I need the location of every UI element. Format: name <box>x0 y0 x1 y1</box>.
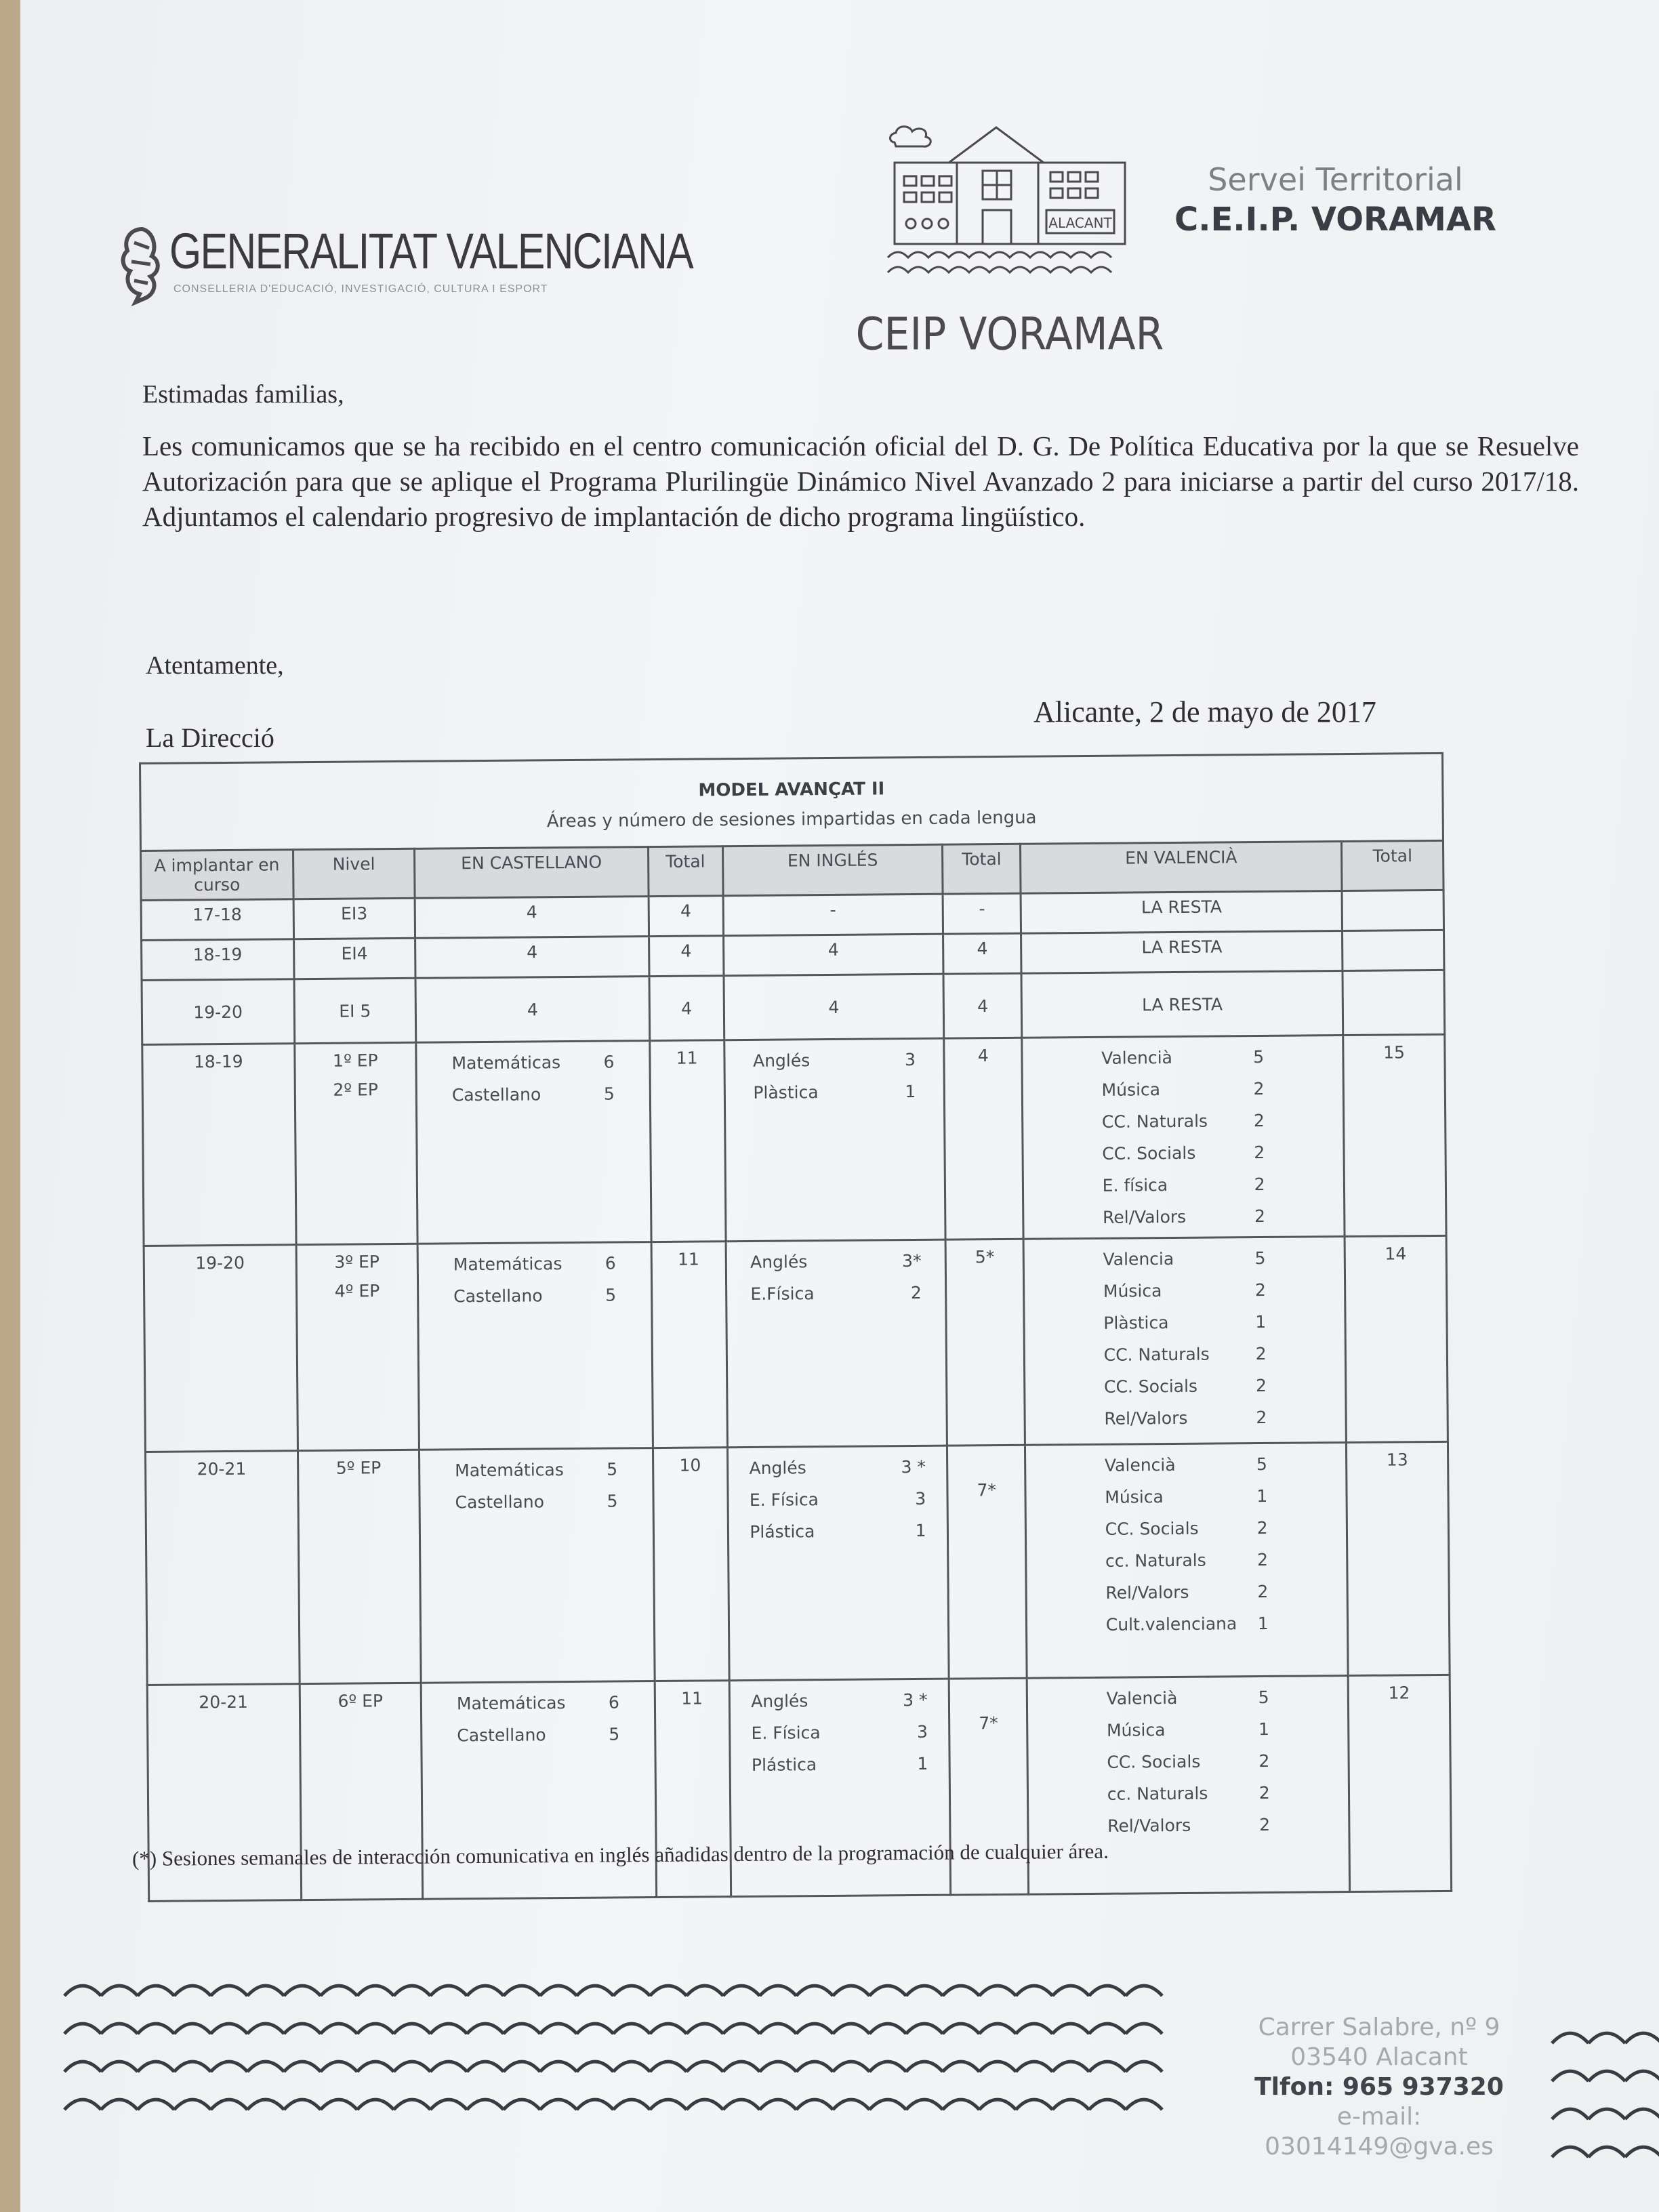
nivel-line: 4º EP <box>334 1281 380 1301</box>
nivel-line: 6º EP <box>337 1691 384 1711</box>
cell-ingles: - <box>723 894 943 936</box>
subject-sessions: 2 <box>1254 1279 1266 1300</box>
subject-sessions: 2 <box>1256 1549 1269 1570</box>
subject-line <box>1102 1136 1265 1170</box>
school-contact <box>1220 2013 1538 2162</box>
subject-name: Valencia <box>1103 1249 1174 1269</box>
subject-line <box>749 1451 926 1484</box>
cell-total-ingles: 4 <box>944 1038 1023 1240</box>
cell-castellano <box>417 1242 653 1450</box>
subject-line <box>1105 1448 1267 1481</box>
subject-line <box>1105 1544 1268 1577</box>
cell-total-castellano: 4 <box>649 896 723 937</box>
table-row <box>144 1235 1448 1452</box>
subject-name: Música <box>1101 1080 1161 1100</box>
cell-valencia: LA RESTA <box>1021 931 1343 974</box>
subject-sessions: 2 <box>1254 1142 1265 1163</box>
cell-ingles: 4 <box>724 974 944 1040</box>
subject-name: Castellano <box>455 1492 545 1513</box>
subject-sessions: 1 <box>917 1753 928 1774</box>
cell-total-ingles: 4 <box>943 933 1021 974</box>
subject-sessions: 2 <box>910 1282 922 1303</box>
cell-total-ingles: 7* <box>947 1445 1027 1679</box>
cell-total-valencia: 13 <box>1347 1441 1450 1675</box>
school-city-label: ALACANT <box>1048 215 1112 231</box>
subject-name: cc. Naturals <box>1105 1550 1206 1571</box>
table-title-cell <box>140 753 1443 851</box>
generalitat-emblem-icon <box>115 224 169 305</box>
letter-body: Les comunicamos que se ha recibido en el centro comunicación oficial del D. G. De Política Educativa por la que se Resuelve Autorización para que se aplique el Programa Plurilingüe Dinámico Nivel Avanzado 2 para iniciarse a partir del curso 2017/18. Adjuntamos el calendario progresivo de implantación de dicho programa lingüístico. <box>142 430 1579 532</box>
table-subtitle: Áreas y número de sesiones impartidas en cada lengua <box>546 807 1037 832</box>
subject-name: Anglés <box>749 1458 806 1478</box>
cell-valencia: LA RESTA <box>1021 891 1342 934</box>
cell-castellano: 4 <box>415 937 649 979</box>
address-line2: 03540 Alacant <box>1290 2043 1468 2071</box>
subject-name: Música <box>1105 1487 1164 1507</box>
header-curso: A implantar en curso <box>141 850 293 901</box>
subject-sessions: 2 <box>1259 1814 1271 1835</box>
subject-name: Rel/Valors <box>1102 1206 1187 1227</box>
subject-line <box>750 1277 922 1310</box>
header-valencia: EN VALENCIÀ <box>1021 842 1343 894</box>
cell-total-ingles: 4 <box>943 973 1022 1038</box>
subject-sessions: 2 <box>1255 1343 1267 1364</box>
cell-total-valencia: 12 <box>1348 1675 1451 1891</box>
subject-line <box>457 1686 619 1719</box>
subject-name: Castellano <box>451 1084 541 1105</box>
phone: Tlfon: 965 937320 <box>1254 2073 1504 2101</box>
cell-castellano <box>419 1448 655 1683</box>
subject-line <box>751 1716 928 1749</box>
subject-sessions: 1 <box>1258 1719 1270 1740</box>
table-row <box>145 1441 1450 1685</box>
cell-curso: 20-21 <box>145 1451 299 1685</box>
subject-sessions: 2 <box>1257 1581 1269 1602</box>
header-castellano: EN CASTELLANO <box>415 847 649 899</box>
address-line1: Carrer Salabre, nº 9 <box>1258 2013 1500 2041</box>
subject-line <box>455 1485 617 1518</box>
subject-name: Plàstica <box>753 1082 819 1103</box>
subject-line <box>1105 1512 1268 1545</box>
subject-name: Valencià <box>1101 1048 1173 1068</box>
subject-sessions: 3 <box>916 1721 928 1742</box>
subject-name: Matemáticas <box>456 1693 566 1714</box>
email: e-mail: 03014149@gva.es <box>1265 2103 1494 2160</box>
subject-line <box>451 1046 614 1080</box>
header-ingles: EN INGLÉS <box>722 844 943 896</box>
subject-line <box>1101 1073 1264 1106</box>
cell-total-ingles: 7* <box>949 1678 1029 1895</box>
subject-line <box>1103 1242 1265 1275</box>
cell-valencia: LA RESTA <box>1021 971 1343 1038</box>
subject-sessions: 2 <box>1254 1174 1265 1195</box>
cell-curso: 17-18 <box>141 899 293 941</box>
table-row <box>142 970 1445 1044</box>
cell-valencia <box>1023 1237 1346 1446</box>
subject-name: Matemáticas <box>455 1460 564 1481</box>
subject-sessions: 2 <box>1253 1110 1265 1131</box>
school-name-label: CEIP VORAMAR <box>855 307 1164 361</box>
subject-sessions: 5 <box>609 1724 620 1744</box>
letter-date: Alicante, 2 de mayo de 2017 <box>1033 695 1376 729</box>
subject-sessions: 5 <box>603 1084 615 1104</box>
subject-line <box>453 1279 616 1312</box>
subject-name: Música <box>1103 1281 1162 1301</box>
cell-curso: 18-19 <box>142 1044 296 1246</box>
generalitat-name: GENERALITAT VALENCIANA <box>169 223 693 279</box>
nivel-line: 2º EP <box>333 1080 379 1100</box>
cell-valencia <box>1025 1443 1349 1679</box>
subject-name: Valencià <box>1106 1688 1178 1708</box>
generalitat-logo <box>115 217 693 319</box>
subject-name: Música <box>1106 1720 1166 1740</box>
conselleria-name: CONSELLERIA D'EDUCACIÓ, INVESTIGACIÓ, CULTURA I ESPORT <box>173 283 548 295</box>
subject-line <box>752 1748 928 1781</box>
wave-decoration-icon <box>64 1969 1189 2158</box>
subject-line <box>1104 1401 1267 1435</box>
cell-total-castellano: 10 <box>653 1448 729 1681</box>
subject-line <box>751 1684 928 1717</box>
subject-line <box>452 1078 615 1111</box>
subject-name: CC. Socials <box>1103 1376 1198 1397</box>
subject-name: CC. Socials <box>1107 1751 1201 1772</box>
header-total-castellano: Total <box>648 846 722 897</box>
table-title: MODEL AVANÇAT II <box>698 779 885 801</box>
cell-total-castellano: 4 <box>649 936 723 977</box>
ceip-voramar-logo <box>855 122 1164 361</box>
header-nivel: Nivel <box>293 848 415 899</box>
subject-sessions: 1 <box>915 1520 926 1541</box>
wave-decoration-right-icon <box>1552 2016 1659 2179</box>
nivel-line: 3º EP <box>334 1252 380 1272</box>
subject-name: Plástica <box>750 1521 815 1542</box>
subject-line <box>750 1483 926 1516</box>
cell-total-valencia <box>1342 890 1443 930</box>
signature: La Direcció <box>146 722 274 753</box>
subject-name: E. física <box>1102 1175 1168 1195</box>
cell-castellano <box>416 1041 651 1244</box>
greeting: Estimadas familias, <box>142 380 344 409</box>
cell-nivel <box>298 1450 421 1683</box>
header-total-ingles: Total <box>943 844 1021 894</box>
cell-total-valencia <box>1343 970 1444 1035</box>
cell-curso: 20-21 <box>147 1684 301 1902</box>
subject-name: CC. Naturals <box>1101 1111 1208 1132</box>
subject-sessions: 3* <box>901 1250 922 1271</box>
nivel-line: 5º EP <box>335 1458 382 1478</box>
cell-castellano: 4 <box>415 977 649 1043</box>
subject-sessions: 3 * <box>901 1456 926 1477</box>
servei-line2: C.E.I.P. VORAMAR <box>1174 201 1496 239</box>
subject-name: Plàstica <box>1103 1313 1169 1333</box>
subject-sessions: 2 <box>1256 1517 1268 1538</box>
subject-name: CC. Naturals <box>1103 1344 1210 1365</box>
subject-name: Matemáticas <box>453 1254 562 1275</box>
subject-line <box>1105 1576 1268 1609</box>
subject-sessions: 5 <box>607 1459 618 1479</box>
subject-sessions: 2 <box>1258 1782 1270 1803</box>
subject-line <box>1105 1480 1267 1513</box>
subject-sessions: 1 <box>905 1082 916 1102</box>
subject-line <box>453 1247 616 1280</box>
subject-line <box>753 1044 916 1077</box>
nivel-line: 1º EP <box>332 1050 378 1071</box>
cell-total-ingles: - <box>943 893 1021 934</box>
subject-line <box>1107 1809 1270 1842</box>
cell-ingles: 4 <box>723 934 943 976</box>
cell-total-castellano: 4 <box>649 976 724 1041</box>
cell-nivel <box>294 1042 417 1244</box>
cell-curso: 19-20 <box>144 1245 298 1452</box>
subject-name: Cult.valenciana <box>1105 1614 1237 1635</box>
subject-line <box>1106 1607 1269 1641</box>
cell-nivel <box>296 1244 419 1450</box>
subject-name: CC. Socials <box>1105 1518 1199 1539</box>
subject-sessions: 2 <box>1256 1407 1267 1428</box>
cell-nivel: EI 5 <box>294 978 416 1043</box>
subject-line <box>750 1245 922 1278</box>
subject-line <box>1103 1168 1265 1202</box>
subject-name: E. Física <box>749 1490 819 1510</box>
header-total-valencia: Total <box>1342 840 1443 890</box>
subject-sessions: 2 <box>1254 1206 1266 1227</box>
cell-total-valencia <box>1343 930 1444 970</box>
subject-line <box>1103 1338 1266 1371</box>
cell-total-valencia: 14 <box>1345 1235 1448 1442</box>
subject-sessions: 3 <box>915 1488 926 1509</box>
subject-line <box>1107 1777 1270 1810</box>
subject-line <box>1103 1274 1266 1307</box>
subject-line <box>1103 1306 1266 1339</box>
cell-total-castellano: 11 <box>650 1040 726 1242</box>
table-footnote: (*) Sesiones semanales de interacción comunicativa en inglés añadidas dentro de la programación de cualquier área. <box>131 1839 1109 1870</box>
subject-name: Plástica <box>751 1755 817 1775</box>
cell-ingles <box>726 1240 947 1448</box>
cell-total-valencia: 15 <box>1343 1034 1446 1236</box>
subject-name: E.Física <box>750 1284 815 1304</box>
subject-sessions: 2 <box>1258 1750 1270 1771</box>
subject-name: Castellano <box>457 1725 546 1746</box>
subject-name: Anglés <box>750 1252 808 1272</box>
subject-name: CC. Socials <box>1102 1143 1196 1164</box>
subject-name: Rel/Valors <box>1107 1815 1191 1836</box>
subject-sessions: 3 * <box>903 1689 928 1711</box>
subject-sessions: 1 <box>1255 1311 1267 1332</box>
subject-sessions: 5 <box>605 1285 617 1305</box>
subject-line <box>457 1718 619 1751</box>
subject-name: Valencià <box>1104 1455 1176 1475</box>
subject-sessions: 3 <box>904 1050 916 1070</box>
subject-name: E. Física <box>751 1723 821 1743</box>
subject-sessions: 2 <box>1253 1078 1265 1099</box>
subject-sessions: 5 <box>1254 1248 1266 1269</box>
cell-nivel: EI4 <box>293 938 415 979</box>
cell-ingles <box>727 1446 949 1681</box>
subject-sessions: 6 <box>603 1052 615 1072</box>
subject-sessions: 5 <box>1258 1687 1269 1708</box>
subject-sessions: 6 <box>605 1253 616 1273</box>
subject-line <box>1107 1745 1269 1778</box>
cell-total-castellano: 11 <box>651 1242 727 1448</box>
subject-line <box>1104 1370 1267 1403</box>
servei-territorial <box>1174 161 1496 239</box>
schedule-table <box>139 752 1452 1902</box>
subject-name: Rel/Valors <box>1104 1408 1188 1429</box>
subject-name: Anglés <box>752 1050 811 1071</box>
subject-sessions: 5 <box>1253 1046 1265 1067</box>
cell-ingles <box>724 1038 945 1242</box>
subject-sessions: 5 <box>607 1491 618 1511</box>
subject-line <box>1103 1200 1265 1233</box>
subject-line <box>1106 1681 1269 1715</box>
subject-name: cc. Naturals <box>1107 1783 1208 1804</box>
subject-line <box>1107 1713 1269 1746</box>
subject-sessions: 1 <box>1256 1486 1268 1507</box>
subject-line <box>1102 1105 1265 1138</box>
subject-line <box>455 1453 617 1486</box>
table-row <box>142 1034 1446 1246</box>
subject-name: Anglés <box>751 1691 808 1711</box>
cell-valencia <box>1022 1036 1345 1240</box>
subject-name: Matemáticas <box>451 1052 561 1073</box>
servei-line1: Servei Territorial <box>1208 161 1463 198</box>
cell-nivel: EI3 <box>293 898 415 939</box>
subject-line <box>753 1076 916 1109</box>
subject-sessions: 1 <box>1257 1613 1269 1634</box>
subject-sessions: 6 <box>608 1692 619 1713</box>
closing: Atentamente, <box>146 651 284 680</box>
subject-sessions: 5 <box>1256 1454 1267 1475</box>
cell-total-ingles: 5* <box>945 1239 1025 1446</box>
subject-sessions: 2 <box>1255 1375 1267 1396</box>
cell-curso: 19-20 <box>142 979 294 1045</box>
subject-line <box>750 1515 926 1548</box>
cell-total-castellano: 11 <box>655 1681 731 1898</box>
cell-castellano: 4 <box>415 897 649 939</box>
cell-curso: 18-19 <box>142 939 294 981</box>
subject-name: Rel/Valors <box>1105 1582 1189 1603</box>
subject-name: Castellano <box>453 1286 543 1307</box>
subject-line <box>1101 1041 1264 1074</box>
